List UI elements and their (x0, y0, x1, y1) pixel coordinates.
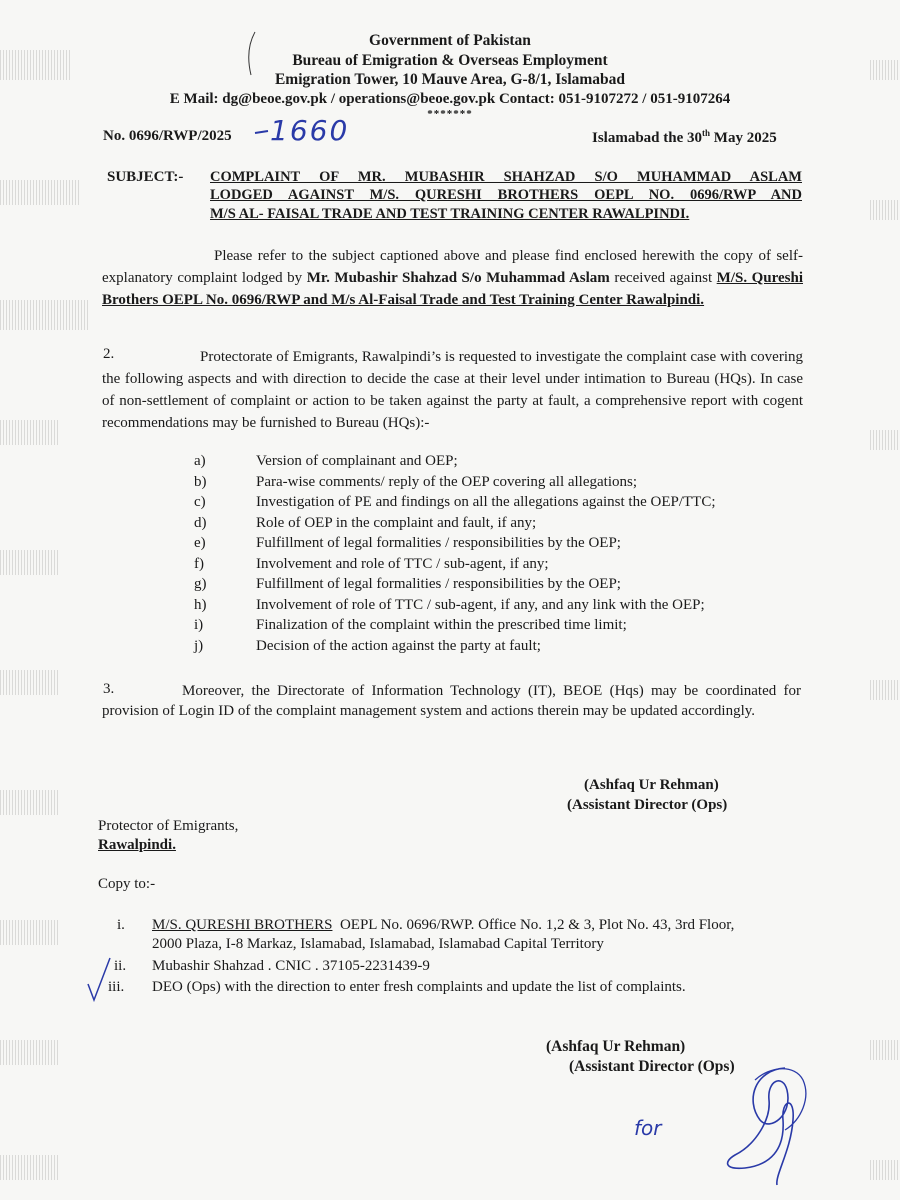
complainant-name: Mr. Mubashir Shahzad S/o Muhammad Aslam (306, 270, 610, 286)
header-bureau: Bureau of Emigration & Overseas Employment (292, 52, 608, 69)
check-mark-icon (84, 956, 114, 1004)
scan-noise (870, 1040, 900, 1060)
scan-noise (0, 300, 90, 330)
handwritten-for-note: for (634, 1116, 662, 1140)
scan-noise (0, 420, 60, 445)
scan-mark (243, 30, 259, 82)
aspect-label: g) (194, 576, 207, 592)
subject-label: SUBJECT:- (107, 169, 184, 185)
copy-item-3: DEO (Ops) with the direction to enter fresh complaints and update the list of complaints. (152, 979, 686, 995)
aspect-label: h) (194, 596, 207, 613)
copy-item-2: Mubashir Shahzad . CNIC . 37105-2231439-9 (152, 958, 430, 974)
subject-line-1: COMPLAINT OF MR. MUBASHIR SHAHZAD S/O MUHAMMAD ASLAM (210, 169, 802, 185)
aspect-label: d) (194, 514, 207, 531)
scan-noise (0, 670, 60, 695)
respondent-names: M/S. Qureshi Brothers OEPL No. 0696/RWP and M/s Al-Faisal Trade and Test Training Center Rawalpindi. (102, 270, 803, 308)
aspect-text: Fulfillment of legal formalities / responsibilities by the OEP; (256, 535, 621, 551)
header-contact: E Mail: dg@beoe.gov.pk / operations@beoe.gov.pk Contact: 051-9107272 / 051-9107264 (169, 91, 731, 107)
aspect-label: c) (194, 494, 206, 510)
aspect-label: f) (194, 555, 204, 572)
subject-line-3: M/S AL- FAISAL TRADE AND TEST TRAINING CENTER RAWALPINDI. (210, 206, 690, 222)
aspect-text: Investigation of PE and findings on all the allegations against the OEP/TTC; (256, 494, 716, 510)
header-address: Emigration Tower, 10 Mauve Area, G-8/1, Islamabad (274, 71, 626, 88)
aspect-text: Decision of the action against the party at fault; (256, 637, 541, 654)
scan-noise (0, 1155, 60, 1180)
subject-line-2: LODGED AGAINST M/S. QURESHI BROTHERS OEPL NO. 0696/RWP AND (210, 187, 802, 203)
copy-item-1: M/S. QURESHI BROTHERS OEPL No. 0696/RWP. Office No. 1,2 & 3, Plot No. 43, 3rd Floor, (152, 917, 735, 933)
copy-item-1-oepl-name: M/S. QURESHI BROTHERS (152, 917, 333, 933)
scan-noise (870, 200, 900, 220)
scan-noise (0, 790, 60, 815)
reference-number: No. 0696/RWP/2025 (103, 128, 232, 144)
paragraph-3-number: 3. (103, 681, 115, 697)
aspect-label: b) (194, 473, 207, 490)
aspect-text: Fulfillment of legal formalities / responsibilities by the OEP; (256, 576, 621, 592)
signatory-name: (Ashfaq Ur Rehman) (584, 777, 719, 793)
handwritten-signature (715, 1060, 815, 1190)
aspect-label: e) (194, 535, 206, 551)
scan-noise (0, 180, 80, 205)
aspect-label: i) (194, 617, 204, 633)
copy-item-2-number: ii. (114, 958, 127, 974)
scan-noise (0, 1040, 60, 1065)
handwritten-dispatch-number: 1660 (270, 114, 350, 147)
scan-noise (0, 920, 60, 945)
place-date: Islamabad the 30th May 2025 (592, 128, 777, 146)
aspect-label: a) (194, 453, 206, 469)
header-government: Government of Pakistan (369, 32, 531, 49)
aspect-text: Involvement of role of TTC / sub-agent, if any, and any link with the OEP; (256, 596, 705, 613)
signatory-title-2: (Assistant Director (Ops) (569, 1058, 735, 1075)
aspect-text: Finalization of the complaint within the prescribed time limit; (256, 617, 627, 633)
copy-item-3-number: iii. (108, 979, 125, 995)
scan-noise (870, 1160, 900, 1180)
aspect-text: Version of complainant and OEP; (256, 453, 458, 469)
addressee-line-2: Rawalpindi. (98, 837, 176, 853)
paragraph-2: Protectorate of Emigrants, Rawalpindi’s is requested to investigate the complaint case with covering the following aspects and with direction to decide the case at their level under intimation to Bureau (HQs). In case of non-settlement of complaint or action to be taken against the party at fault, a comprehensive report with cogent recommendations may be furnished to Bureau (HQs):- (102, 349, 803, 431)
scan-noise (870, 430, 900, 450)
copy-to-label: Copy to:- (98, 876, 156, 892)
aspect-label: j) (194, 637, 204, 654)
addressee-line-1: Protector of Emigrants, (98, 818, 239, 834)
signatory-title: (Assistant Director (Ops) (567, 797, 728, 813)
paragraph-1: Please refer to the subject captioned above and please find enclosed herewith the copy of self-explanatory complaint lodged by Mr. Mubashir Shahzad S/o Muhammad Aslam received against M/S. Qureshi Brothers OEPL No. 0696/RWP and M/s Al-Faisal Trade and Test Training Center Rawalpindi. (102, 248, 803, 308)
copy-item-1-address: 2000 Plaza, I-8 Markaz, Islamabad, Islamabad, Islamabad Capital Territory (152, 936, 604, 952)
paragraph-2-number: 2. (103, 346, 115, 362)
header-separator: ******* (427, 108, 473, 120)
aspect-text: Involvement and role of TTC / sub-agent, if any; (256, 555, 549, 572)
scan-noise (0, 550, 60, 575)
copy-item-1-number: i. (117, 917, 125, 933)
aspect-text: Para-wise comments/ reply of the OEP covering all allegations; (256, 473, 638, 490)
paragraph-3: Moreover, the Directorate of Information Technology (IT), BEOE (Hqs) may be coordinated for provision of Login ID of the complaint management system and actions therein may be updated accordingly. (102, 683, 801, 719)
aspect-text: Role of OEP in the complaint and fault, if any; (256, 514, 537, 531)
handwritten-dash (252, 121, 272, 141)
signatory-name-2: (Ashfaq Ur Rehman) (546, 1038, 686, 1055)
scan-noise (870, 680, 900, 700)
